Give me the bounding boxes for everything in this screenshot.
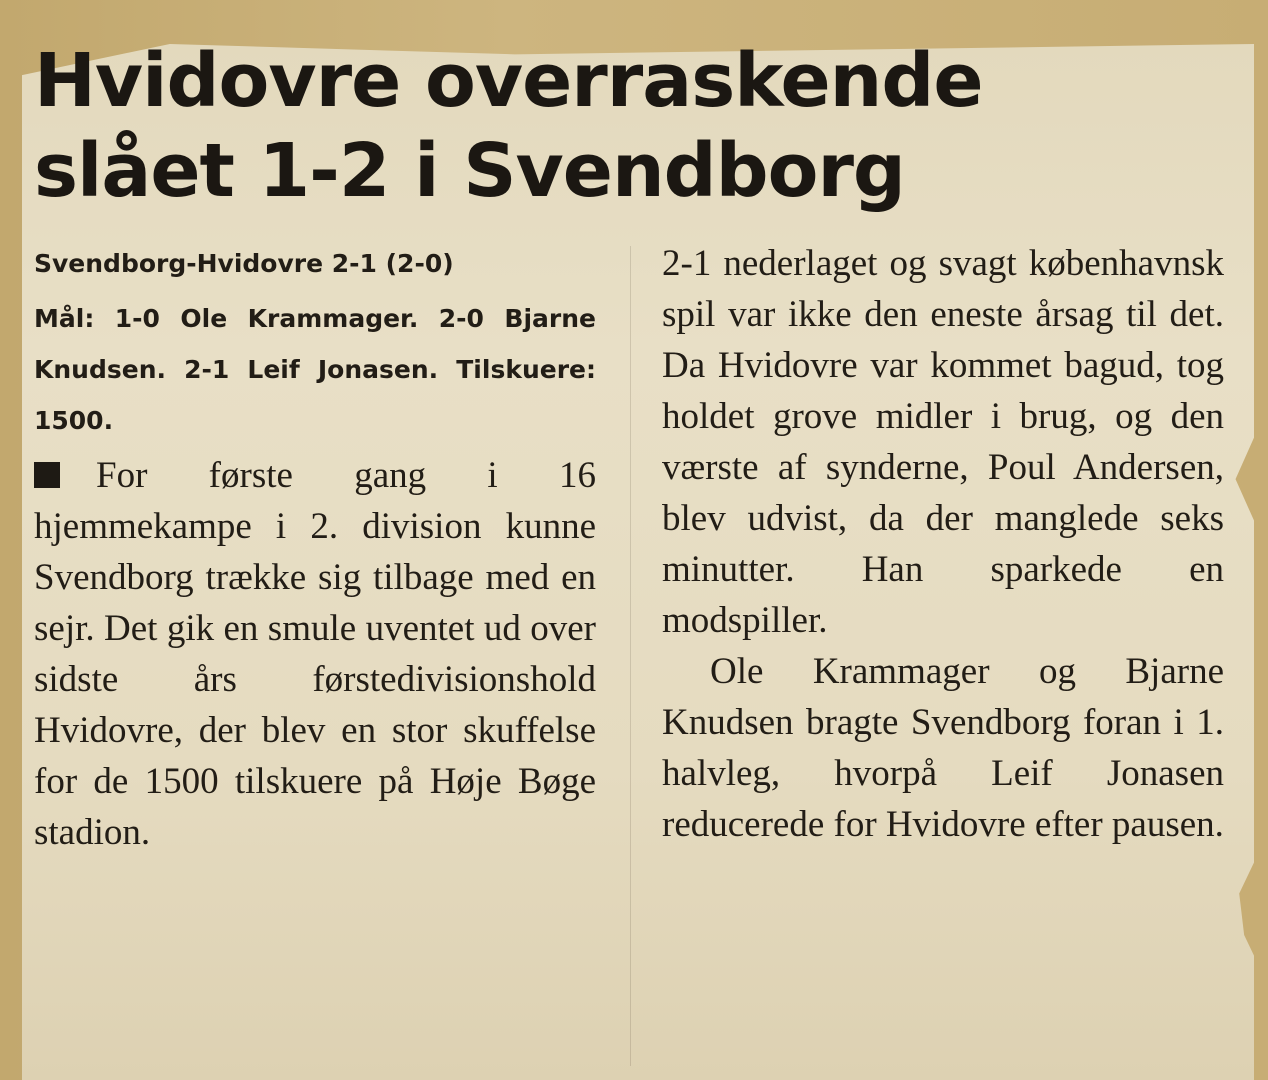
bullet-square-icon [34, 462, 60, 488]
paragraph-1 [34, 450, 596, 858]
headline-line-1: Hvidovre overraskende [34, 38, 983, 124]
paragraph-1-text: For første gang i 16 hjemmekampe i 2. division kunne Svendborg trække sig tilbage med en sejr. Det gik en smule uventet ud over sidste års førstedivisionshold Hvidovre, der blev en stor skuffelse for de 1500 tilskuere på Høje Bøge stadion. [34, 455, 596, 853]
goals-and-attendance: Mål: 1-0 Ole Krammager. 2-0 Bjarne Knudsen. 2-1 Leif Jonasen. Tilskuere: 1500. [34, 304, 596, 435]
headline [34, 36, 1234, 216]
column-right [662, 238, 1224, 850]
column-left [34, 238, 596, 858]
headline-line-2: slået 1-2 i Svendborg [34, 128, 905, 214]
paragraph-2: 2-1 nederlaget og svagt københavnsk spil var ikke den eneste årsag til det. Da Hvidovre var kommet bagud, tog holdet grove midler i brug, og den værste af synderne, Poul Andersen, blev udvist, da der manglede seks minutter. Han sparkede en modspiller. [662, 243, 1224, 641]
paragraph-3: Ole Krammager og Bjarne Knudsen bragte Svendborg foran i 1. halvleg, hvorpå Leif Jonasen reducerede for Hvidovre efter pausen. [662, 651, 1224, 845]
column-divider [630, 246, 631, 1066]
match-result: Svendborg-Hvidovre 2-1 (2-0) [34, 249, 454, 278]
